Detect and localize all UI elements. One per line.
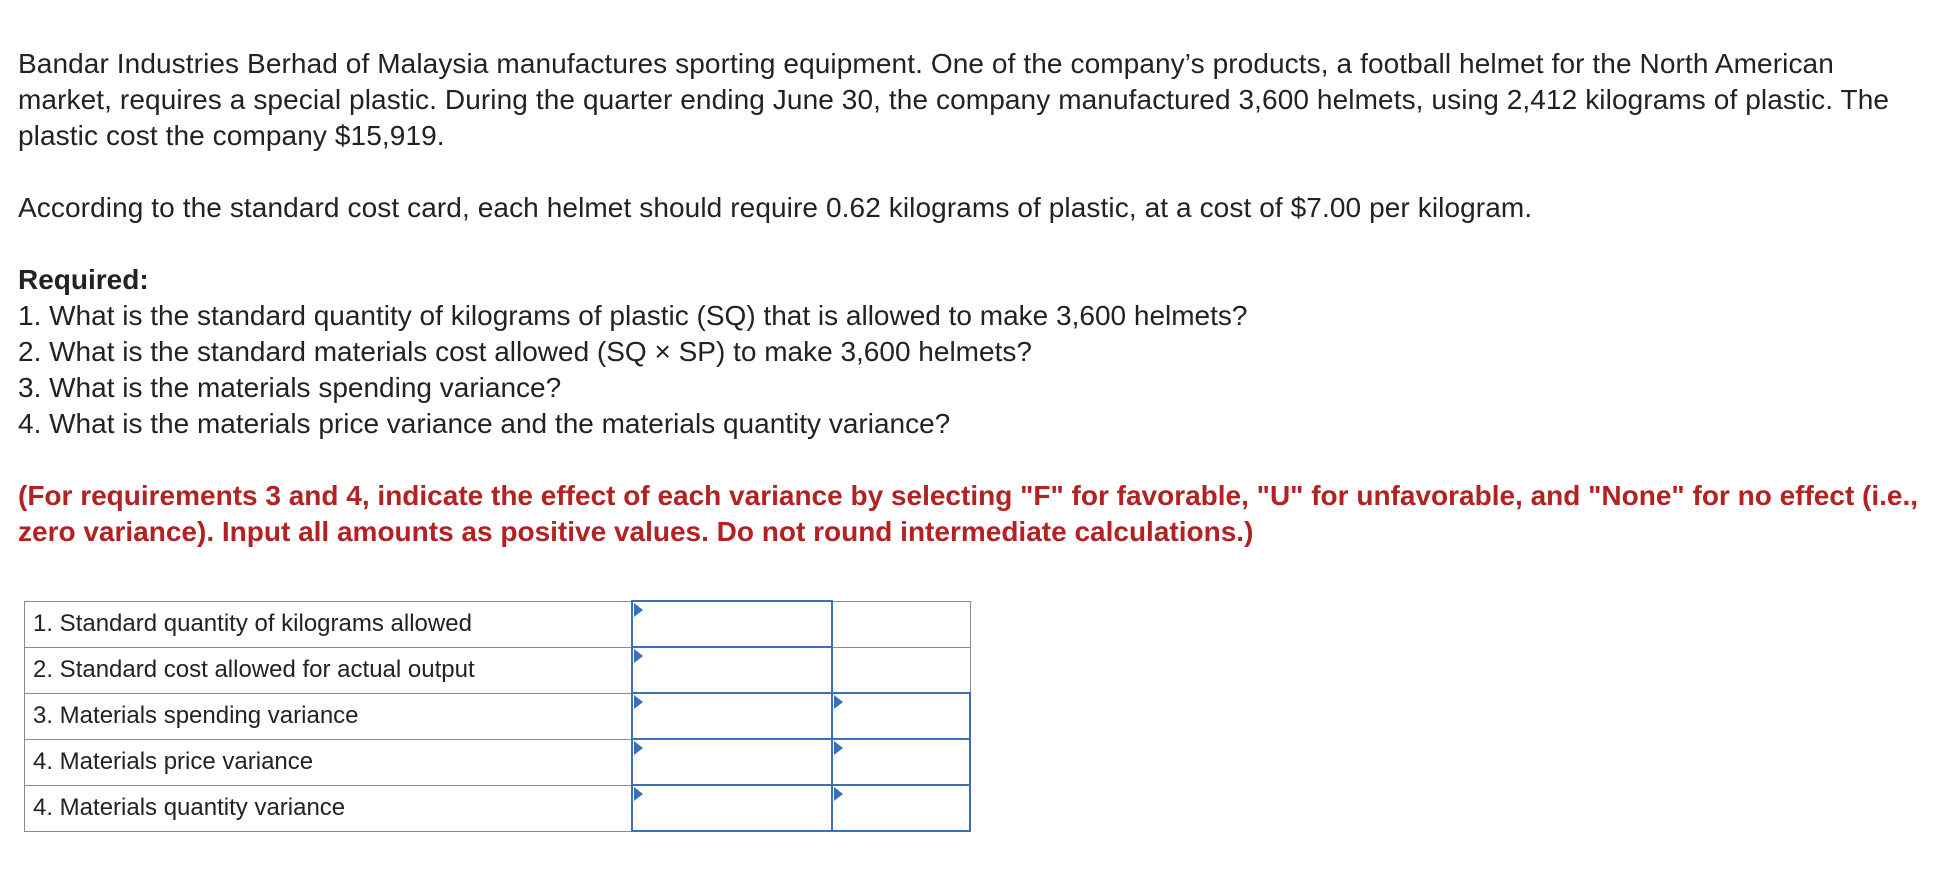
input-marker-icon (634, 741, 643, 755)
quantity-variance-effect-cell (832, 785, 970, 831)
dropdown-marker-icon (834, 787, 843, 801)
requirement-item: 3. What is the materials spending variance? (18, 372, 562, 403)
input-marker-icon (634, 649, 643, 663)
requirement-item: 2. What is the standard materials cost allowed (SQ × SP) to make 3,600 helmets? (18, 336, 1032, 367)
dropdown-marker-icon (834, 695, 843, 709)
standard-quantity-amount-cell (632, 601, 832, 647)
answer-table (24, 600, 971, 832)
table-row (25, 739, 971, 785)
problem-intro-text: Bandar Industries Berhad of Malaysia manufactures sporting equipment. One of the company’s products, a football helmet for the North American market, requires a special plastic. During the quarter ending June 30, the company manufactured 3,600 helmets, using 2,412 kilograms of plastic. The plastic cost the company $15,919. (18, 48, 1890, 151)
requirement-item: 1. What is the standard quantity of kilograms of plastic (SQ) that is allowed to make 3,600 helmets? (18, 300, 1248, 331)
standard-cost-amount-cell (632, 647, 832, 693)
row-label: 1. Standard quantity of kilograms allowed (25, 601, 633, 647)
spending-variance-effect-select[interactable] (833, 694, 969, 738)
quantity-variance-amount-input[interactable] (633, 786, 831, 830)
requirements-list (18, 298, 1928, 442)
price-variance-amount-input[interactable] (633, 740, 831, 784)
spending-variance-effect-cell (832, 693, 970, 739)
price-variance-effect-select[interactable] (833, 740, 969, 784)
table-row (25, 693, 971, 739)
price-variance-effect-cell (832, 739, 970, 785)
instructions-text: (For requirements 3 and 4, indicate the effect of each variance by selecting "F" for favorable, "U" for unfavorable, and "None" for no effect (i.e., zero variance). Input all amounts as positive values. Do not round intermediate calculations.) (18, 480, 1919, 547)
input-marker-icon (634, 695, 643, 709)
requirement-item: 4. What is the materials price variance and the materials quantity variance? (18, 408, 951, 439)
input-marker-icon (634, 787, 643, 801)
row-label: 4. Materials quantity variance (25, 785, 633, 831)
table-row (25, 785, 971, 831)
standard-cost-blank-cell (832, 647, 970, 693)
standard-quantity-blank-cell (832, 601, 970, 647)
row-label: 2. Standard cost allowed for actual output (25, 647, 633, 693)
price-variance-amount-cell (632, 739, 832, 785)
row-label: 3. Materials spending variance (25, 693, 633, 739)
spending-variance-amount-cell (632, 693, 832, 739)
spending-variance-amount-input[interactable] (633, 694, 831, 738)
standard-cost-text: According to the standard cost card, each helmet should require 0.62 kilograms of plastic, at a cost of $7.00 per kilogram. (18, 192, 1533, 223)
standard-quantity-amount-input[interactable] (633, 602, 831, 646)
required-heading: Required: (18, 264, 149, 295)
row-label: 4. Materials price variance (25, 739, 633, 785)
problem-content (18, 46, 1928, 550)
standard-cost-amount-input[interactable] (633, 648, 831, 692)
table-row (25, 647, 971, 693)
quantity-variance-amount-cell (632, 785, 832, 831)
input-marker-icon (634, 603, 643, 617)
table-row (25, 601, 971, 647)
dropdown-marker-icon (834, 741, 843, 755)
quantity-variance-effect-select[interactable] (833, 786, 969, 830)
